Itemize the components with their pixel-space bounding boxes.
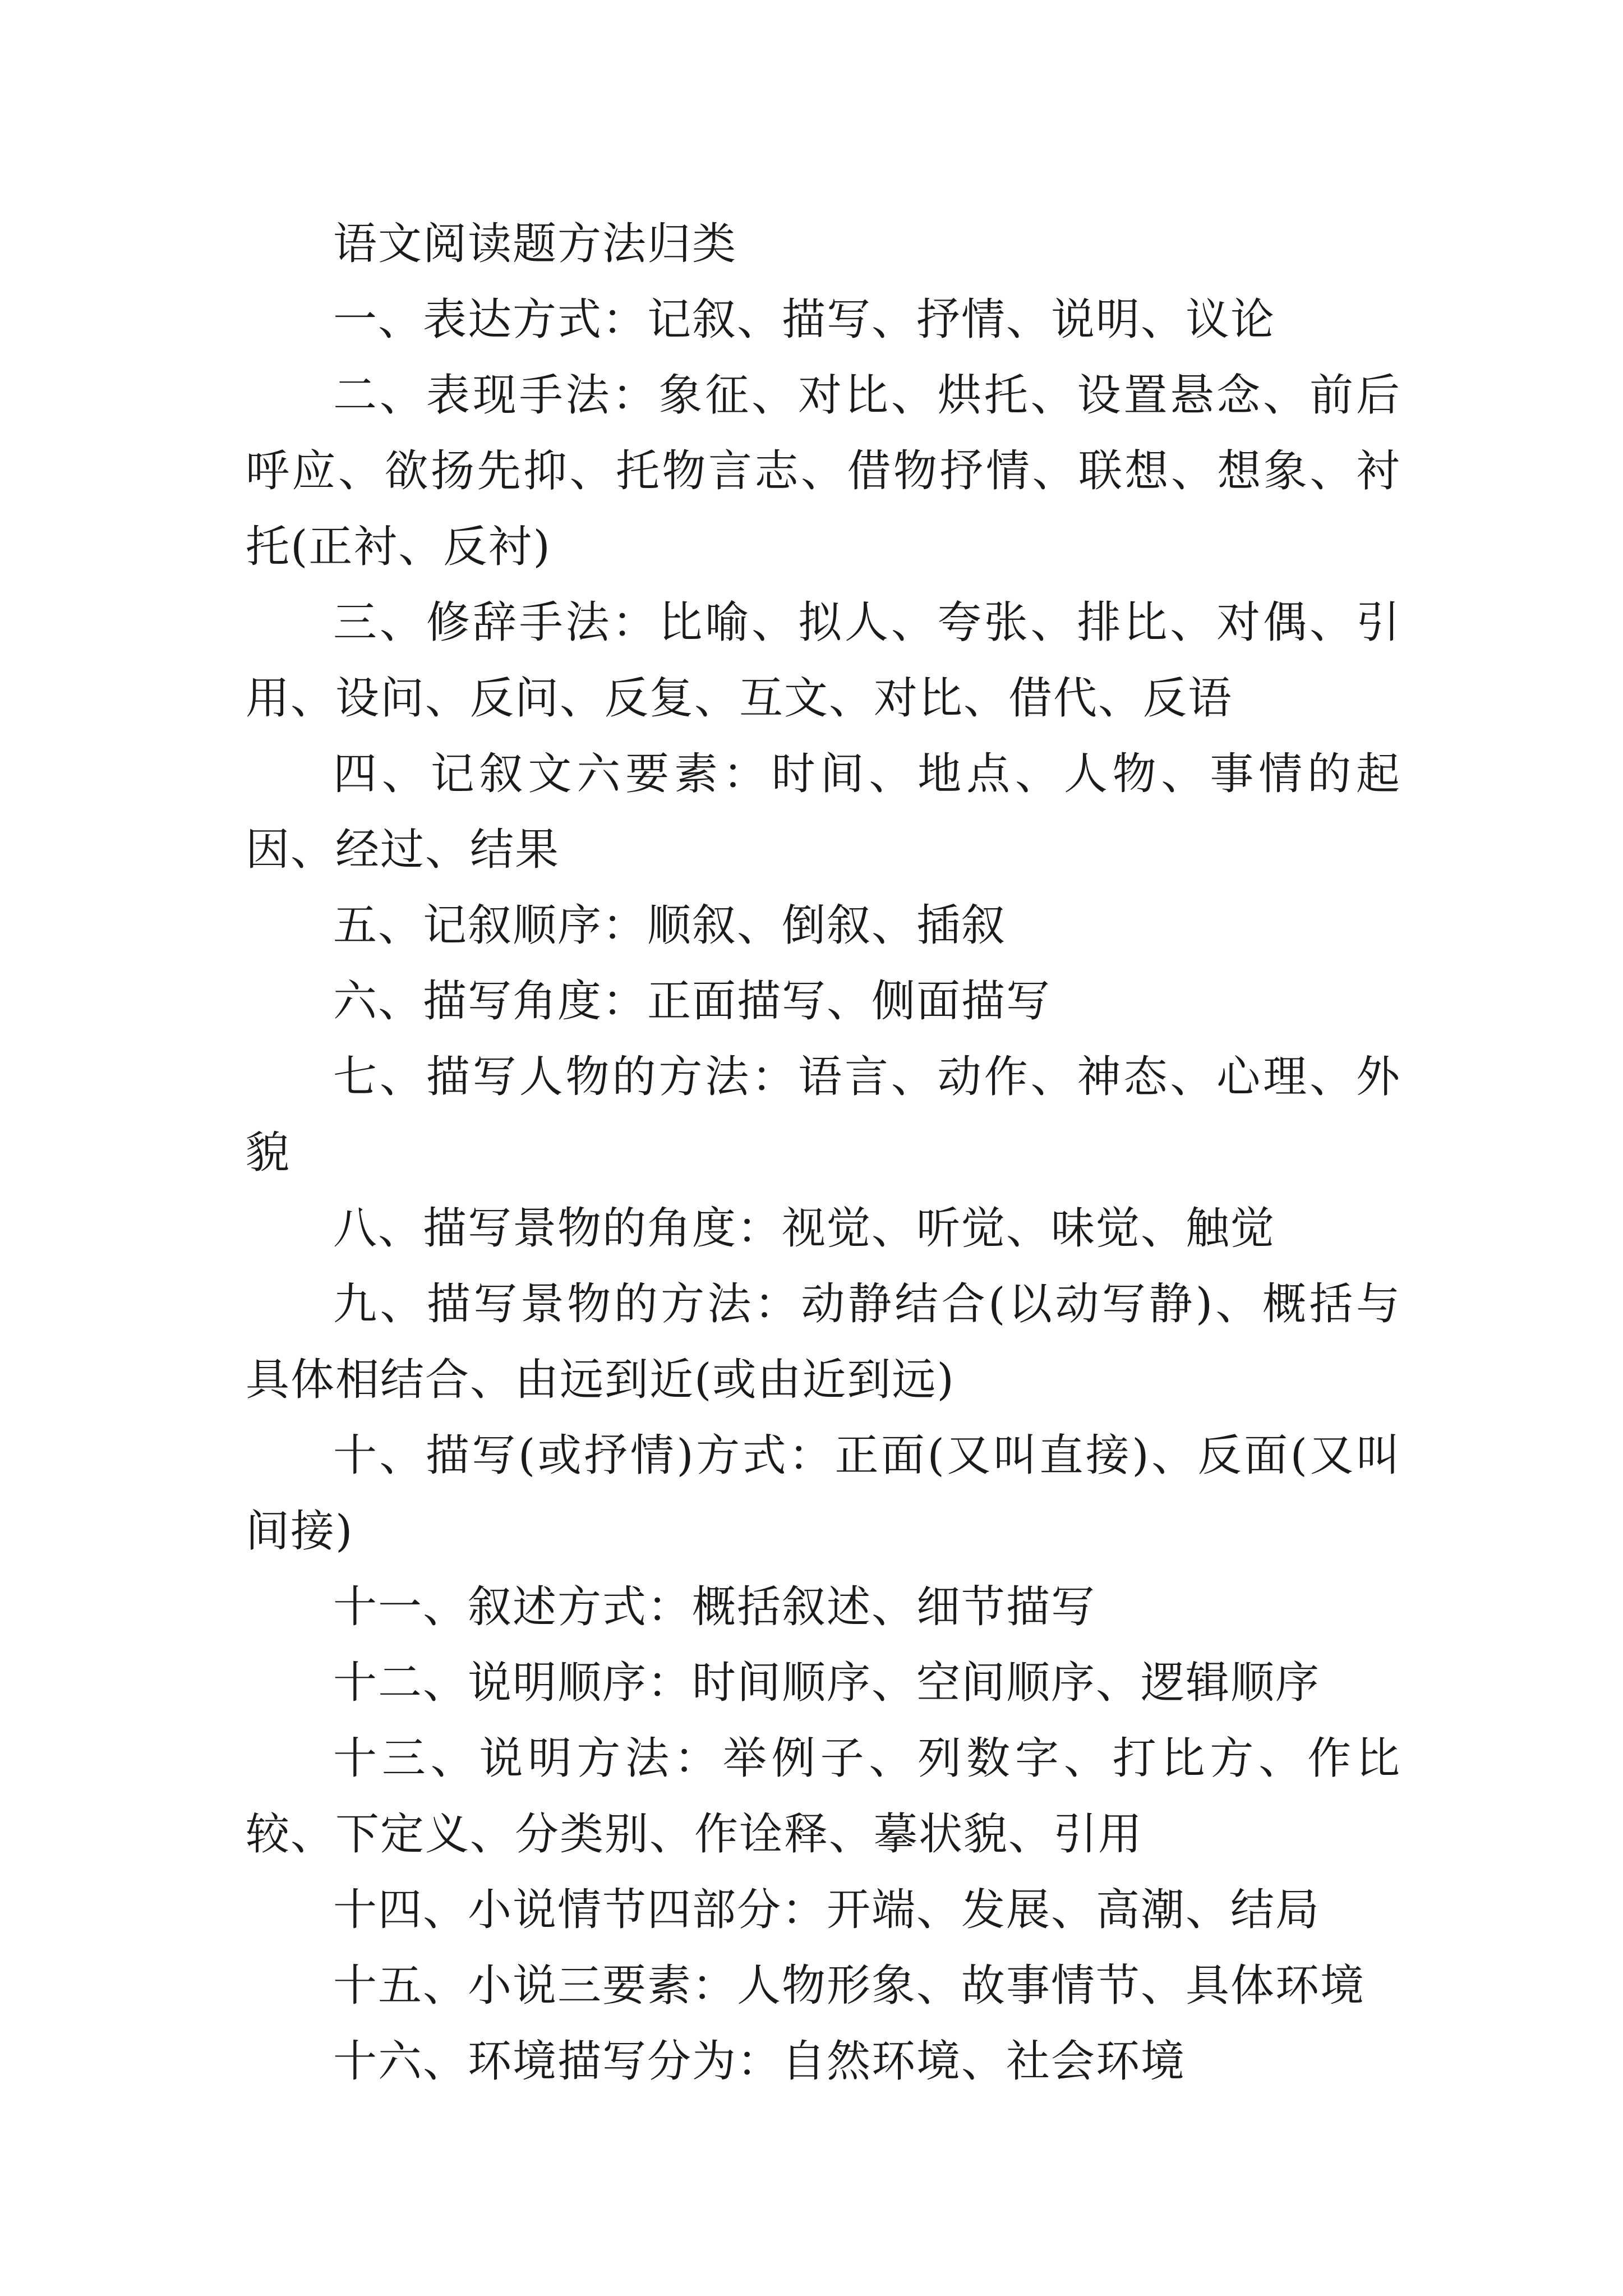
paragraph-narration-modes: 十一、叙述方式：概括叙述、细节描写 xyxy=(333,1582,1096,1632)
paragraph-scenery-methods: 九、描写景物的方法：动静结合(以动写静)、概括与具体相结合、由远到近(或由近到远) xyxy=(246,1279,1401,1405)
paragraph-explanation-methods: 十三、说明方法：举例子、列数字、打比方、作比较、下定义、分类别、作诠释、摹状貌、引用 xyxy=(246,1733,1401,1860)
paragraph-plot-parts: 十四、小说情节四部分：开端、发展、高潮、结局 xyxy=(333,1885,1321,1935)
paragraph-rhetorical-devices: 三、修辞手法：比喻、拟人、夸张、排比、对偶、引用、设问、反问、反复、互文、对比、借代、反语 xyxy=(246,597,1401,724)
paragraph-environment-description: 十六、环境描写分为：自然环境、社会环境 xyxy=(333,2036,1186,2087)
paragraph-narrative-order: 五、记叙顺序：顺叙、倒叙、插叙 xyxy=(333,900,1007,951)
document-title: 语文阅读题方法归类 xyxy=(333,219,737,269)
paragraph-narrative-elements: 四、记叙文六要素：时间、地点、人物、事情的起因、经过、结果 xyxy=(246,749,1401,875)
paragraph-expression-modes: 一、表达方式：记叙、描写、抒情、说明、议论 xyxy=(333,295,1276,345)
paragraph-presentation-techniques: 二、表现手法：象征、对比、烘托、设置悬念、前后呼应、欲扬先抑、托物言志、借物抒情、联想、想象、衬托(正衬、反衬) xyxy=(246,370,1401,572)
paragraph-character-description: 七、描写人物的方法：语言、动作、神态、心理、外貌 xyxy=(246,1052,1401,1178)
paragraph-description-modes: 十、描写(或抒情)方式：正面(又叫直接)、反面(又叫间接) xyxy=(246,1430,1401,1557)
paragraph-description-angle: 六、描写角度：正面描写、侧面描写 xyxy=(333,976,1052,1027)
paragraph-novel-elements: 十五、小说三要素：人物形象、故事情节、具体环境 xyxy=(333,1961,1366,2011)
document-body xyxy=(246,206,1401,2100)
paragraph-scenery-angle: 八、描写景物的角度：视觉、听觉、味觉、触觉 xyxy=(333,1203,1276,1254)
paragraph-explanation-order: 十二、说明顺序：时间顺序、空间顺序、逻辑顺序 xyxy=(333,1658,1321,1708)
